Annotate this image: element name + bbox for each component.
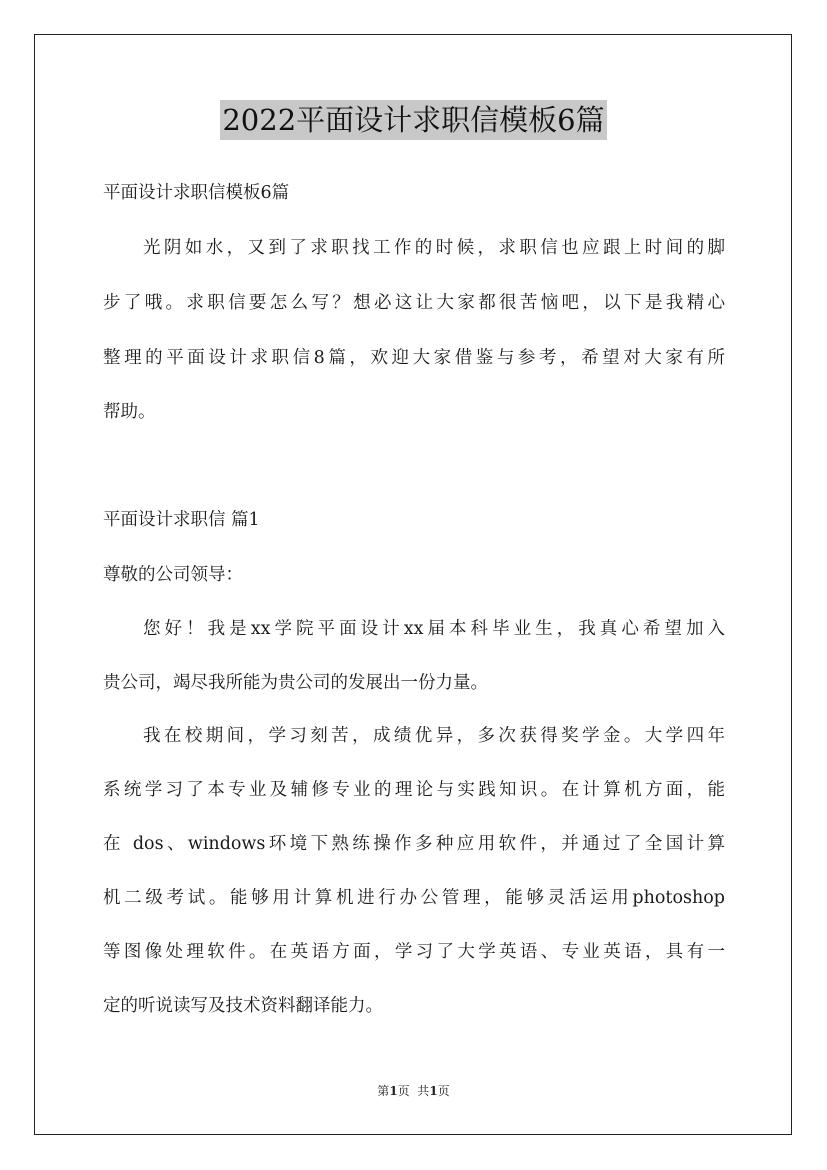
footer-page-prefix: 第 [377,1084,390,1098]
document-title: 2022平面设计求职信模板6篇 [220,100,606,140]
footer-page-suffix: 页 [437,1084,450,1098]
intro-line: 光阴如水，又到了求职找工作的时候，求职信也应跟上时间的脚 [143,238,725,258]
paragraph-line: 贵公司，竭尽我所能为贵公司的发展出一份力量。 [103,673,488,693]
paragraph-line: 我在校期间，学习刻苦，成绩优异，多次获得奖学金。大学四年 [143,726,725,746]
paragraph-line: 机二级考试。能够用计算机进行办公管理，能够灵活运用photoshop [103,888,725,908]
paragraph-line: 系统学习了本专业及辅修专业的理论与实践知识。在计算机方面，能 [103,780,725,800]
salutation: 尊敬的公司领导： [103,565,243,585]
paragraph-line: 定的听说读写及技术资料翻译能力。 [103,996,383,1016]
title-container [0,100,827,140]
document-subtitle: 平面设计求职信模板6篇 [103,183,290,203]
paragraph-line: 在 dos、windows环境下熟练操作多种应用软件，并通过了全国计算 [103,834,725,854]
footer-page-current: 1 [389,1084,398,1098]
intro-line: 步了哦。求职信要怎么写？想必这让大家都很苦恼吧，以下是我精心 [103,293,725,313]
paragraph-line: 您好！我是xx学院平面设计xx届本科毕业生，我真心希望加入 [143,619,725,639]
intro-line: 整理的平面设计求职信8篇，欢迎大家借鉴与参考，希望对大家有所 [103,348,725,368]
page-footer [0,1083,827,1099]
section-heading: 平面设计求职信 篇1 [103,510,260,530]
footer-page-mid: 页 共 [397,1084,430,1098]
intro-line: 帮助。 [103,402,156,422]
paragraph-line: 等图像处理软件。在英语方面，学习了大学英语、专业英语，具有一 [103,942,725,962]
footer-page-total: 1 [429,1084,438,1098]
